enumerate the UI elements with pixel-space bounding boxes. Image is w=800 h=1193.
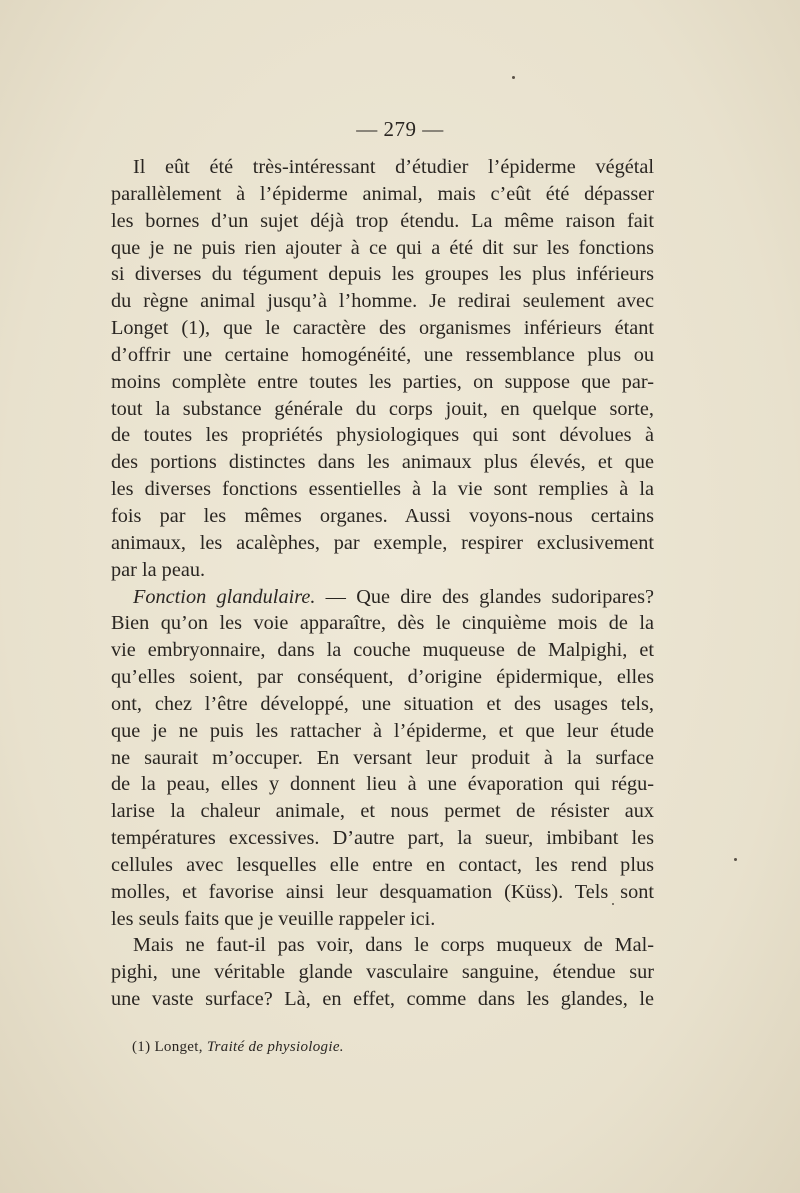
text-line	[111, 557, 654, 584]
paper-speck	[512, 76, 515, 79]
text-line	[111, 342, 654, 369]
text-line	[111, 396, 654, 423]
line-text: — Que dire des glandes sudoripares?	[315, 585, 654, 608]
line-text: une vaste surface? Là, en effet, comme dans les glandes, le	[111, 988, 654, 1011]
text-line	[111, 906, 654, 933]
line-text: tout la substance générale du corps jouit, en quelque sorte,	[111, 397, 654, 420]
text-line	[111, 530, 654, 557]
line-text: molles, et favorise ainsi leur desquamation (Küss). Tels sont	[111, 880, 654, 903]
line-text: par la peau.	[111, 558, 206, 581]
text-line	[111, 691, 654, 718]
text-line	[111, 584, 654, 611]
text-line	[111, 932, 654, 959]
text-line	[111, 959, 654, 986]
text-line	[111, 610, 654, 637]
line-text: cellules avec lesquelles elle entre en contact, les rend plus	[111, 853, 654, 876]
footnote-title: Traité de physiologie.	[206, 1039, 344, 1055]
line-text: moins complète entre toutes les parties, on suppose que par-	[111, 370, 654, 393]
line-text: du règne animal jusqu’à l’homme. Je redirai seulement avec	[111, 290, 654, 313]
text-line	[111, 261, 654, 288]
text-line	[111, 745, 654, 772]
footnote-prefix: (1) Longet,	[132, 1039, 207, 1055]
text-line	[111, 798, 654, 825]
text-line	[111, 181, 654, 208]
paper-speck	[734, 858, 737, 861]
line-text: que je ne puis rien ajouter à ce qui a été dit sur les fonctions	[111, 236, 654, 259]
page-number: — 279 —	[356, 117, 444, 141]
line-text: si diverses du tégument depuis les groupes les plus inférieurs	[111, 263, 654, 286]
text-line	[111, 637, 654, 664]
line-text: vie embryonnaire, dans la couche muqueuse de Malpighi, et	[111, 639, 654, 662]
text-line	[111, 369, 654, 396]
text-line	[111, 718, 654, 745]
line-text: des portions distinctes dans les animaux plus élevés, et que	[111, 451, 654, 474]
line-text: ont, chez l’être développé, une situation et des usages tels,	[111, 692, 654, 715]
line-text: qu’elles soient, par conséquent, d’origine épidermique, elles	[111, 666, 654, 689]
text-line	[111, 208, 654, 235]
line-text: larise la chaleur animale, et nous permet de résister aux	[111, 800, 654, 823]
line-text: les diverses fonctions essentielles à la vie sont remplies à la	[111, 478, 654, 501]
text-line	[111, 879, 654, 906]
text-line	[111, 825, 654, 852]
line-text: de la peau, elles y donnent lieu à une évaporation qui régu-	[111, 773, 654, 796]
body-text	[111, 154, 654, 1013]
text-line	[111, 771, 654, 798]
text-line	[111, 288, 654, 315]
line-text: que je ne puis les rattacher à l’épiderme, et que leur étude	[111, 719, 654, 742]
line-text: les seuls faits que je veuille rappeler ici.	[111, 907, 436, 930]
line-text: fois par les mêmes organes. Aussi voyons-nous certains	[111, 504, 654, 527]
text-line	[111, 315, 654, 342]
text-line	[111, 852, 654, 879]
line-text: ne saurait m’occuper. En versant leur produit à la surface	[111, 746, 654, 769]
text-line	[111, 449, 654, 476]
line-text: pighi, une véritable glande vasculaire sanguine, étendue sur	[111, 961, 654, 984]
section-heading: Fonction glandulaire.	[133, 585, 316, 608]
text-line	[111, 664, 654, 691]
line-text: températures excessives. D’autre part, la sueur, imbibant les	[111, 827, 654, 850]
text-line	[111, 503, 654, 530]
line-text: parallèlement à l’épiderme animal, mais c’eût été dépasser	[111, 182, 654, 205]
footnote	[132, 1039, 344, 1056]
paper-speck	[612, 903, 614, 905]
text-line	[111, 235, 654, 262]
line-text: Longet (1), que le caractère des organismes inférieurs étant	[111, 317, 654, 340]
line-text: les bornes d’un sujet déjà trop étendu. La même raison fait	[111, 209, 654, 232]
line-text: Mais ne faut-il pas voir, dans le corps muqueux de Mal-	[133, 934, 654, 957]
line-text: animaux, les acalèphes, par exemple, respirer exclusivement	[111, 531, 654, 554]
line-text: Il eût été très-intéressant d’étudier l’épiderme végétal	[133, 156, 654, 178]
line-text: Bien qu’on les voie apparaître, dès le cinquième mois de la	[111, 612, 654, 635]
text-line	[111, 476, 654, 503]
text-line	[111, 422, 654, 449]
text-line	[111, 154, 654, 181]
line-text: de toutes les propriétés physiologiques qui sont dévolues à	[111, 424, 654, 447]
line-text: d’offrir une certaine homogénéité, une ressemblance plus ou	[111, 343, 654, 366]
text-line	[111, 986, 654, 1013]
